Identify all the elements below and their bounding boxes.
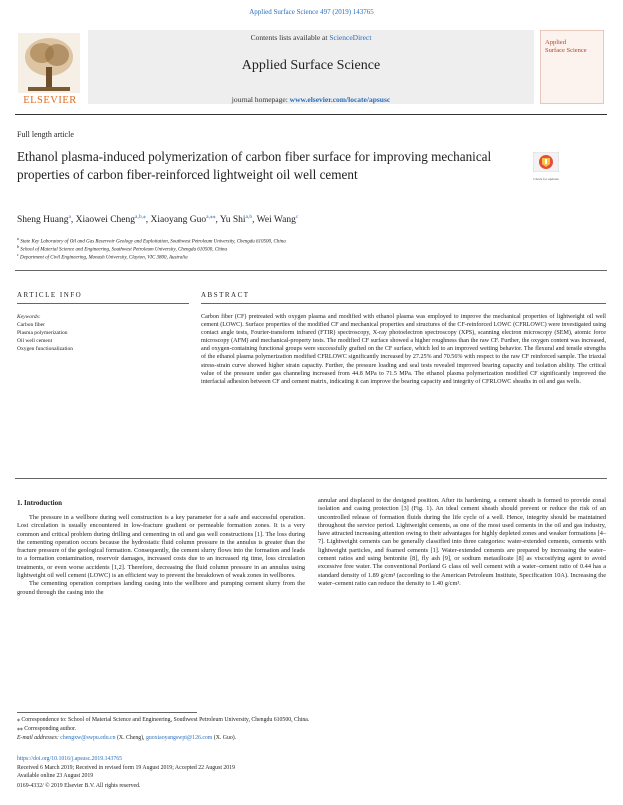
- author-name[interactable]: Xiaowei Cheng: [75, 215, 136, 226]
- author-name[interactable]: Sheng Huang: [17, 215, 69, 226]
- keywords-label: Keywords:: [17, 314, 41, 320]
- paragraph: annular and displaced to the designed position. After its hardening, a cement sheath is formed to provide zonal isolation and casing protection [3] (Fig. 1). An ideal cement sheath should prevent or reduce the risk of an uncontrolled release of formation fluids during the life cycle of a well. Hence, integrity should be maintained throughout the service period. Lightweight cements, as one of the most used cements in the oil and gas industry, have attracted increasing attention owing to their advantages for highly depleted zones and weaker formations [4–7]. Lightweight cements can be generally classified into three categories: water-extended cements, cements with lightweight particles, and foamed cements [1]. Water-extended cements are prepared by increasing the water–cement ratios and using bentonite [8], fly ash [9], or sodium metasilicate [8] as viscosifying agent to avoid excessive free water. The conventional Portland G class oil well cement with a water–cement ratio of 0.44 has a standard density of 1.89 g/cm³ (according to the American Petroleum Institute, Specification 10A). Increasing the water–cement ratio can reduce the density to 1.40 g/cm³.: [318, 497, 606, 587]
- email-link[interactable]: guoxiaoyangswpi@126.com: [145, 735, 213, 741]
- affiliation: $^c$ Department of Civil Engineering, Monash University, Clayton, VIC 3800, Australia: [17, 252, 188, 261]
- paragraph: The cementing operation comprises landing casing into the wellbore and pumping cement slurry from the ground through the casing into the: [17, 580, 305, 596]
- keyword: Plasma polymerization: [17, 330, 68, 336]
- crossmark-label: Check for updates: [533, 177, 559, 181]
- journal-title: Applied Surface Science: [241, 58, 381, 73]
- paragraph: The pressure in a wellbore during well construction is a key parameter for a safe and successful operation. Lost circulation is usually encountered in low-fracture gradient or permeable formation zones. It is a very common and critical problem during drilling and cementing in oil and gas well constructions [1]. The loss during the cementing operation occurs because the hydrostatic fluid column pressure in the annulus is greater than the fracture pressure of the geological formation. Consequently, the cement slurry flows into the formation and leads to a formation contamination, reservoir damages, increased costs due to an increased rig time, loss circulation treatments, or even worse accidents [1,2]. Therefore, decreasing the fluid column pressure in an annulus using lightweight oil well cement (LOWC) is an efficient way to prevent the breakdown of weak zones in wellbores.: [17, 514, 305, 580]
- crossmark-badge[interactable]: [533, 152, 559, 180]
- header-rule: [15, 114, 607, 115]
- section-heading-introduction: 1. Introduction: [17, 499, 62, 507]
- body-column-left: [17, 514, 305, 597]
- article-type: Full length article: [17, 130, 74, 139]
- cover-title-1: Applied: [545, 39, 566, 46]
- article-info-rule: [17, 303, 189, 304]
- sciencedirect-link[interactable]: ScienceDirect: [329, 33, 372, 42]
- author-affil-sup[interactable]: a,b: [245, 214, 253, 220]
- cover-title-2: Surface Science: [545, 47, 587, 54]
- email-link[interactable]: chengxw@swpu.edu.cn: [60, 735, 116, 741]
- keyword: Oxygen functionalization: [17, 346, 74, 352]
- journal-cover-thumbnail[interactable]: [540, 30, 604, 104]
- footnote-rule: [17, 712, 197, 713]
- author-affil-sup[interactable]: a,b,⁎: [135, 214, 146, 220]
- journal-homepage: journal homepage: www.elsevier.com/locate/apsusc: [231, 95, 391, 104]
- abstract-text: Carbon fiber (CF) pretreated with oxygen plasma and modified with ethanol plasma was employed to improve the mechanical properties of lightweight oil well cement (LOWC). Surface properties of the modified CF and mechanical properties and structures of the CF-reinforced LOWC (CFRLOWC) were investigated using contact angle tests, Fourier-transform infrared (FTIR) spectroscopy, X-ray photoelectron spectroscopy (XPS), scanning electron microscopy (SEM), atomic force microscopy (AFM) and mechanical-property tests. The modified CF surface showed a higher roughness than the raw CF. Further, the oxygen content was increased, and oxygen-containing functional groups were successfully grafted on the CF surface, which led to an improved wetting behavior. The flexural and tensile strengths of the ethanol plasma polymerization modified CFRLOWC significantly increased by 27.25% and 70.56% with respect to the raw CF reinforced sample. The triaxial stress-strain curve showed higher strain capacity. Further, the pressure loading and seal tests revealed improved bearing capacity and isolation ability. The critical value of the pressure under gas channeling increased from 44.8 MPa to 71.5 MPa. The ethanol plasma polymerization modified CF significantly improved the interfacial adhesion between CF and cement matrix, indicating it can improve the bearing capacity and integrity of CFRLOWC sheaths in oil and gas wells.: [201, 314, 606, 385]
- received-dates: Received 6 March 2019; Received in revised form 19 August 2019; Accepted 22 August 2019: [17, 765, 235, 771]
- crossmark-icon: [533, 152, 559, 172]
- homepage-link[interactable]: www.elsevier.com/locate/apsusc: [289, 95, 391, 104]
- abstract-rule: [201, 303, 606, 304]
- article-title: Ethanol plasma-induced polymerization of carbon fiber surface for improving mechanical properties of carbon fiber-reinforced lightweight oil well cement: [17, 149, 492, 182]
- abstract-heading: ABSTRACT: [201, 291, 250, 299]
- contents-available: Contents lists available at ScienceDirect: [250, 33, 372, 42]
- copyright: 0169-4332/ © 2019 Elsevier B.V. All rights reserved.: [17, 783, 141, 789]
- correspondence-note: ⁎ Correspondence to: School of Material Science and Engineering, Southwest Petroleum University, Chengdu 610500, China.: [17, 717, 310, 723]
- journal-citation[interactable]: Applied Surface Science 497 (2019) 143765: [249, 8, 374, 16]
- body-column-right: [318, 497, 606, 588]
- abstract-end-rule: [15, 478, 607, 479]
- author-affil-sup[interactable]: a: [68, 214, 71, 220]
- keyword: Oil well cement: [17, 338, 53, 344]
- author-list: Sheng Huang$^a$, Xiaowei Cheng$^{a,b,⁎}$, Xiaoyang Guo$^{a,⁎⁎}$, Yu Shi$^{a,b}$, Wei Wang$^c$: [17, 214, 299, 226]
- author-affil-sup[interactable]: c: [295, 214, 299, 220]
- doi-link[interactable]: https://doi.org/10.1016/j.apsusc.2019.143765: [17, 756, 123, 762]
- affiliation-rule: [15, 270, 607, 271]
- affiliation: $^a$ State Key Laboratory of Oil and Gas Reservoir Geology and Exploitation, Southwest Petroleum University, Chengdu 610500, China: [17, 236, 286, 245]
- corresponding-author-note: ⁎⁎ Corresponding author.: [17, 726, 77, 732]
- keyword: Carbon fiber: [17, 322, 45, 328]
- affiliation: $^b$ School of Material Science and Engineering, Southwest Petroleum University, Chengdu 610500, China: [17, 244, 227, 253]
- article-info-heading: ARTICLE INFO: [17, 291, 83, 299]
- author-name[interactable]: Wei Wang: [256, 215, 296, 226]
- author-name[interactable]: Yu Shi: [219, 215, 246, 226]
- publisher-logo-text: ELSEVIER: [23, 95, 77, 106]
- available-online: Available online 23 August 2019: [17, 773, 94, 779]
- email-addresses: E-mail addresses: chengxw@swpu.edu.cn (X. Cheng), guoxiaoyangswpi@126.com (X. Guo).: [17, 735, 237, 741]
- author-affil-sup[interactable]: a,⁎⁎: [206, 214, 216, 220]
- author-name[interactable]: Xiaoyang Guo: [150, 215, 207, 226]
